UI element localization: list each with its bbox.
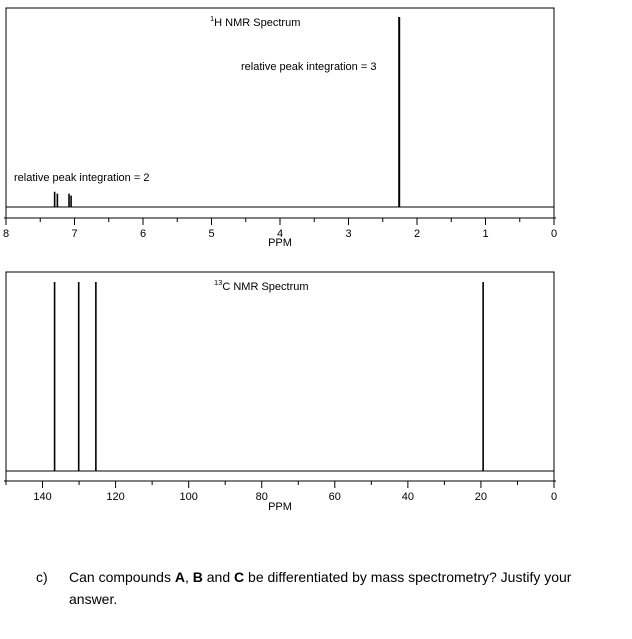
question-text-segment: and [202, 569, 235, 585]
c-nmr-panel [4, 272, 557, 513]
h-nmr-tick-label: 0 [550, 228, 558, 240]
h-nmr-annotation-left: relative peak integration = 2 [14, 172, 150, 184]
c-nmr-tick-label: 80 [255, 491, 268, 503]
question-text-segment: , [184, 569, 193, 585]
c-nmr-title: $^{13}$C NMR Spectrum [214, 278, 309, 293]
compound-label: C [234, 569, 245, 585]
question-label: c) [36, 569, 48, 585]
h-nmr-tick-label: 6 [139, 228, 147, 240]
question-text-segment: Can compounds [69, 569, 175, 585]
h-nmr-panel [3, 8, 557, 249]
c-nmr-ticks [6, 481, 557, 503]
c-nmr-tick-label: 0 [550, 491, 558, 503]
question-text [69, 566, 614, 610]
c-nmr-xlabel: PPM [268, 501, 292, 513]
c-nmr-tick-label: 120 [106, 491, 125, 503]
question-text-segment: be differentiated by mass spectrometry? Justify your answer. [69, 569, 572, 607]
h-nmr-xlabel: PPM [268, 237, 292, 249]
h-nmr-annotation-right: relative peak integration = 3 [241, 61, 377, 73]
c-nmr-frame [6, 272, 554, 481]
h-nmr-tick-label: 7 [71, 228, 78, 240]
h-nmr-tick-label: 1 [482, 228, 489, 240]
c-nmr-tick-label: 20 [474, 491, 488, 503]
h-nmr-tick-label: 5 [208, 228, 215, 240]
c-nmr-tick-label: 100 [179, 491, 198, 503]
c-nmr-tick-label: 60 [328, 491, 341, 503]
c-nmr-tick-label: 40 [401, 491, 414, 503]
h-nmr-tick-label: 4 [276, 228, 284, 240]
compound-label: B [192, 569, 203, 585]
h-nmr-tick-label: 2 [413, 228, 421, 240]
h-nmr-tick-label: 3 [345, 228, 352, 240]
c-nmr-tick-label: 140 [33, 491, 52, 503]
h-nmr-frame [6, 8, 554, 218]
h-nmr-title: $^1$H NMR Spectrum [210, 14, 301, 29]
compound-label: A [174, 569, 185, 585]
c-nmr-peaks [55, 282, 484, 471]
h-nmr-tick-label: 8 [2, 228, 10, 240]
